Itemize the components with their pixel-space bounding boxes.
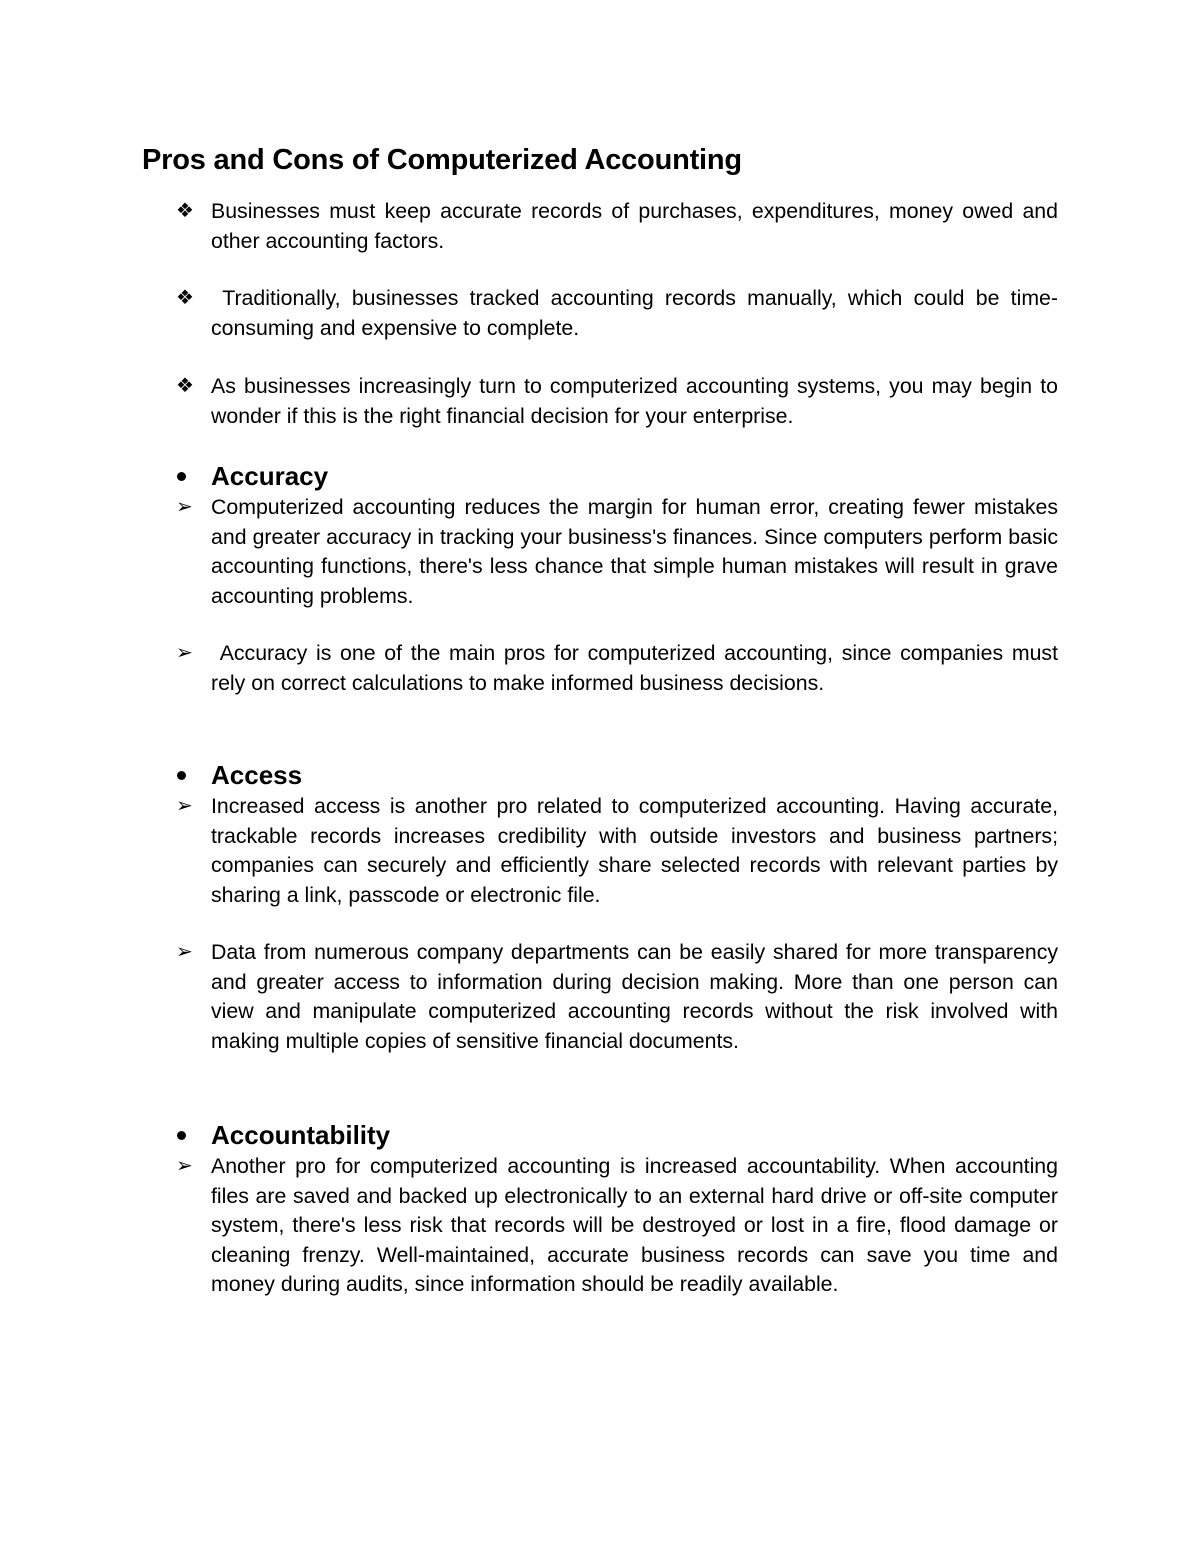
intro-item-text: Businesses must keep accurate records of purchases, expenditures, money owed and other accounting factors. [211,199,1064,253]
intro-item [142,197,1064,256]
document-page [142,140,1064,1300]
section-heading-access [142,759,1058,791]
section-point-text: Another pro for computerized accounting is increased accountability. When accounting files are saved and backed up electronically to an external hard drive or off-site computer system, there's less risk that records will be destroyed or lost in a fire, flood damage or cleaning frenzy. Well-maintained, accurate business records can save you time and money during audits, since information should be readily available. [211,1154,1064,1296]
section-point [142,792,1064,910]
intro-item [142,284,1058,343]
document-title: Pros and Cons of Computerized Accounting [142,144,742,176]
diamond-bullet-icon: ❖ [176,200,194,222]
section-heading-text: Accountability [211,1120,391,1150]
section-point [142,493,1064,611]
arrow-bullet-icon: ➢ [176,496,193,518]
section-heading-text: Accuracy [211,461,329,491]
round-bullet-icon [177,472,186,481]
section-point-text: Data from numerous company departments can be easily shared for more transparency and greater access to information during decision making. More than one person can view and manipulate computerized accounting records without the risk involved with making multiple copies of sensitive financial documents. [211,940,1064,1053]
diamond-bullet-icon: ❖ [176,375,194,397]
section-heading-text: Access [211,760,303,790]
intro-item-text: Traditionally, businesses tracked accounting records manually, which could be time-consuming and expensive to complete. [211,286,1058,340]
section-point-text: Computerized accounting reduces the margin for human error, creating fewer mistakes and greater accuracy in tracking your business's finances. Since computers perform basic accounting functions, there's less chance that simple human mistakes will result in grave accounting problems. [211,495,1064,608]
intro-item-text: As businesses increasingly turn to computerized accounting systems, you may begin to wonder if this is the right financial decision for your enterprise. [211,374,1064,428]
intro-item [142,372,1064,431]
round-bullet-icon [177,1131,186,1140]
section-point [142,1152,1064,1300]
arrow-bullet-icon: ➢ [176,1155,193,1177]
arrow-bullet-icon: ➢ [176,941,193,963]
section-point [142,938,1064,1056]
section-heading-accountability [142,1119,1058,1151]
arrow-bullet-icon: ➢ [176,795,193,817]
section-point [142,639,1064,698]
section-point-text: Increased access is another pro related to computerized accounting. Having accurate, trackable records increases credibility with outside investors and business partners; companies can securely and efficiently share selected records with relevant parties by sharing a link, passcode or electronic file. [211,794,1064,907]
round-bullet-icon [177,771,186,780]
arrow-bullet-icon: ➢ [176,642,193,664]
section-point-text: Accuracy is one of the main pros for computerized accounting, since companies must rely on correct calculations to make informed business decisions. [211,641,1064,695]
diamond-bullet-icon: ❖ [176,287,194,309]
section-heading-accuracy [142,460,1058,492]
